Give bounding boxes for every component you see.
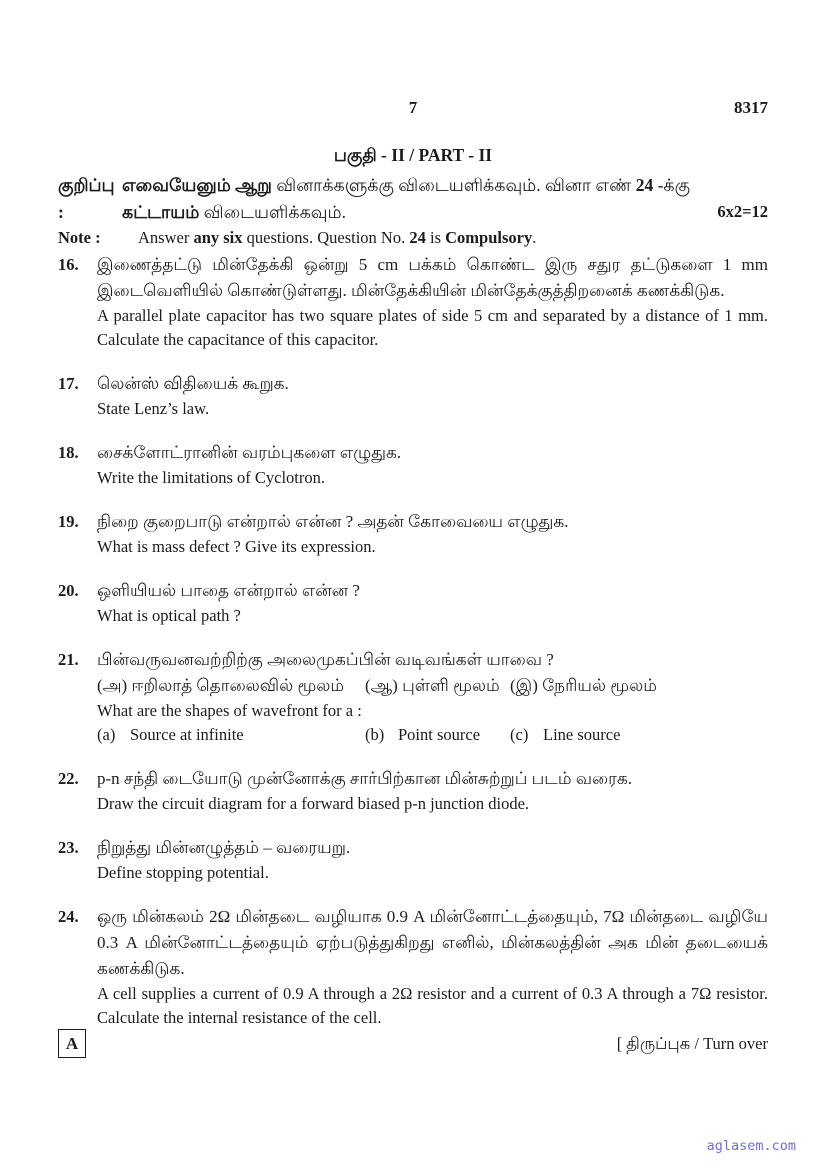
note-english-bold-any-six: any six xyxy=(193,228,243,247)
question-text-tamil: பின்வருவனவற்றிற்கு அலைமுகப்பின் வடிவங்கள் யாவை ? xyxy=(97,650,554,669)
question-text-english: A cell supplies a current of 0.9 A through a 2Ω resistor and a current of 0.3 A through a 7Ω resistor. Calculate the internal resistance of the cell. xyxy=(97,984,768,1027)
question-text-tamil: நிறுத்து மின்னழுத்தம் – வரையறு. xyxy=(97,838,351,857)
question-text-english: What is mass defect ? Give its expression. xyxy=(97,537,376,556)
question-22 xyxy=(58,766,768,816)
question-number: 20. xyxy=(58,581,79,600)
option-text: Point source xyxy=(398,725,481,744)
note-english-segment: questions. Question No. xyxy=(242,228,410,247)
note-english-text xyxy=(138,226,768,250)
question-text-english: Draw the circuit diagram for a forward biased p-n junction diode. xyxy=(97,794,530,813)
option-english-b xyxy=(365,723,510,747)
note-tamil-segment: வினாக்களுக்கு விடையளிக்கவும். வினா எண் xyxy=(271,175,636,195)
note-english-segment: . xyxy=(532,228,537,247)
option-marker: (a) xyxy=(97,725,116,744)
question-text-tamil: p-n சந்தி டையோடு முன்னோக்கு சார்பிற்கான மின்சுற்றுப் படம் வரைக. xyxy=(97,769,633,788)
watermark-text: aglasem.com xyxy=(706,1138,796,1154)
paper-code: 8317 xyxy=(734,98,768,117)
note-tamil-bold-24: 24 xyxy=(635,175,654,195)
question-24 xyxy=(58,904,768,1030)
page-number: 7 xyxy=(408,98,418,117)
question-17 xyxy=(58,371,768,421)
question-21-tamil-options xyxy=(97,673,768,699)
question-text-tamil: ஒளியியல் பாதை என்றால் என்ன ? xyxy=(97,581,360,600)
option-tamil-b: (ஆ) புள்ளி மூலம் xyxy=(365,676,500,695)
note-english-label: Note : xyxy=(58,228,101,247)
question-number: 23. xyxy=(58,838,79,857)
question-number: 17. xyxy=(58,374,79,393)
question-text-tamil: லென்ஸ் விதியைக் கூறுக. xyxy=(97,374,289,393)
note-tamil-text xyxy=(122,172,768,226)
note-tamil-segment: -க்கு xyxy=(653,175,691,195)
section-letter: A xyxy=(65,1033,79,1053)
note-tamil xyxy=(58,172,768,226)
option-marker: (c) xyxy=(510,725,529,744)
question-number: 18. xyxy=(58,443,79,462)
note-tamil-bold-any-six: எவையேனும் ஆறு xyxy=(122,175,272,195)
question-20 xyxy=(58,578,768,628)
question-text-english: What are the shapes of wavefront for a : xyxy=(97,701,362,720)
option-english-a xyxy=(97,723,365,747)
question-text-english: What is optical path ? xyxy=(97,606,241,625)
question-text-tamil: இணைத்தட்டு மின்தேக்கி ஒன்று 5 cm பக்கம் கொண்ட இரு சதுர தட்டுகளை 1 mm இடைவெளியில் கொண்டுள்ளது. மின்தேக்கியின் மின்தேக்குத்திறனைக் கணக்கிடுக. xyxy=(97,255,768,300)
option-tamil-a: (அ) ஈறிலாத் தொலைவில் மூலம் xyxy=(97,676,345,695)
question-23 xyxy=(58,835,768,885)
question-16 xyxy=(58,252,768,352)
page-header xyxy=(58,97,768,119)
question-text-english: State Lenz’s law. xyxy=(97,399,210,418)
note-tamil-segment: விடையளிக்கவும். xyxy=(199,202,346,222)
marks-scheme: 6x2=12 xyxy=(717,202,768,221)
option-tamil-c: (இ) நேரியல் மூலம் xyxy=(510,676,657,695)
part-title: பகுதி - II / PART - II xyxy=(333,145,493,165)
option-marker: (b) xyxy=(365,725,385,744)
question-list xyxy=(58,252,768,1030)
note-english-segment: is xyxy=(425,228,446,247)
question-21 xyxy=(58,647,768,747)
question-text-english: Write the limitations of Cyclotron. xyxy=(97,468,326,487)
turn-over-note: [ திருப்புக / Turn over xyxy=(616,1034,768,1053)
question-number: 22. xyxy=(58,769,79,788)
note-english-bold-24: 24 xyxy=(409,228,426,247)
note-english-bold-compulsory: Compulsory xyxy=(445,228,533,247)
note-english xyxy=(58,226,768,250)
option-text: Source at infinite xyxy=(130,725,244,744)
option-english-c xyxy=(510,723,768,747)
option-text: Line source xyxy=(543,725,621,744)
note-english-segment: Answer xyxy=(138,228,194,247)
question-number: 19. xyxy=(58,512,79,531)
question-19 xyxy=(58,509,768,559)
question-text-english: Define stopping potential. xyxy=(97,863,269,882)
question-number: 21. xyxy=(58,650,79,669)
question-text-tamil: நிறை குறைபாடு என்றால் என்ன ? அதன் கோவையை எழுதுக. xyxy=(97,512,569,531)
question-text-tamil: சைக்ளோட்ரானின் வரம்புகளை எழுதுக. xyxy=(97,443,402,462)
note-tamil-bold-compulsory: கட்டாயம் xyxy=(122,202,200,222)
question-text-english: A parallel plate capacitor has two square plates of side 5 cm and separated by a distance of 1 mm. Calculate the capacitance of this capacitor. xyxy=(97,306,768,349)
question-number: 16. xyxy=(58,255,79,274)
question-text-tamil: ஒரு மின்கலம் 2Ω மின்தடை வழியாக 0.9 A மின்னோட்டத்தையும், 7Ω மின்தடை வழியே 0.3 A மின்னோட்டத்தையும் ஏற்படுத்துகிறது எனில், மின்கலத்தின் அக மின் தடையைக் கணக்கிடுக. xyxy=(97,907,768,978)
note-tamil-label: குறிப்பு : xyxy=(58,175,115,222)
section-letter-box xyxy=(58,1029,86,1058)
question-21-english-options xyxy=(97,723,768,747)
question-number: 24. xyxy=(58,907,79,926)
question-18 xyxy=(58,440,768,490)
